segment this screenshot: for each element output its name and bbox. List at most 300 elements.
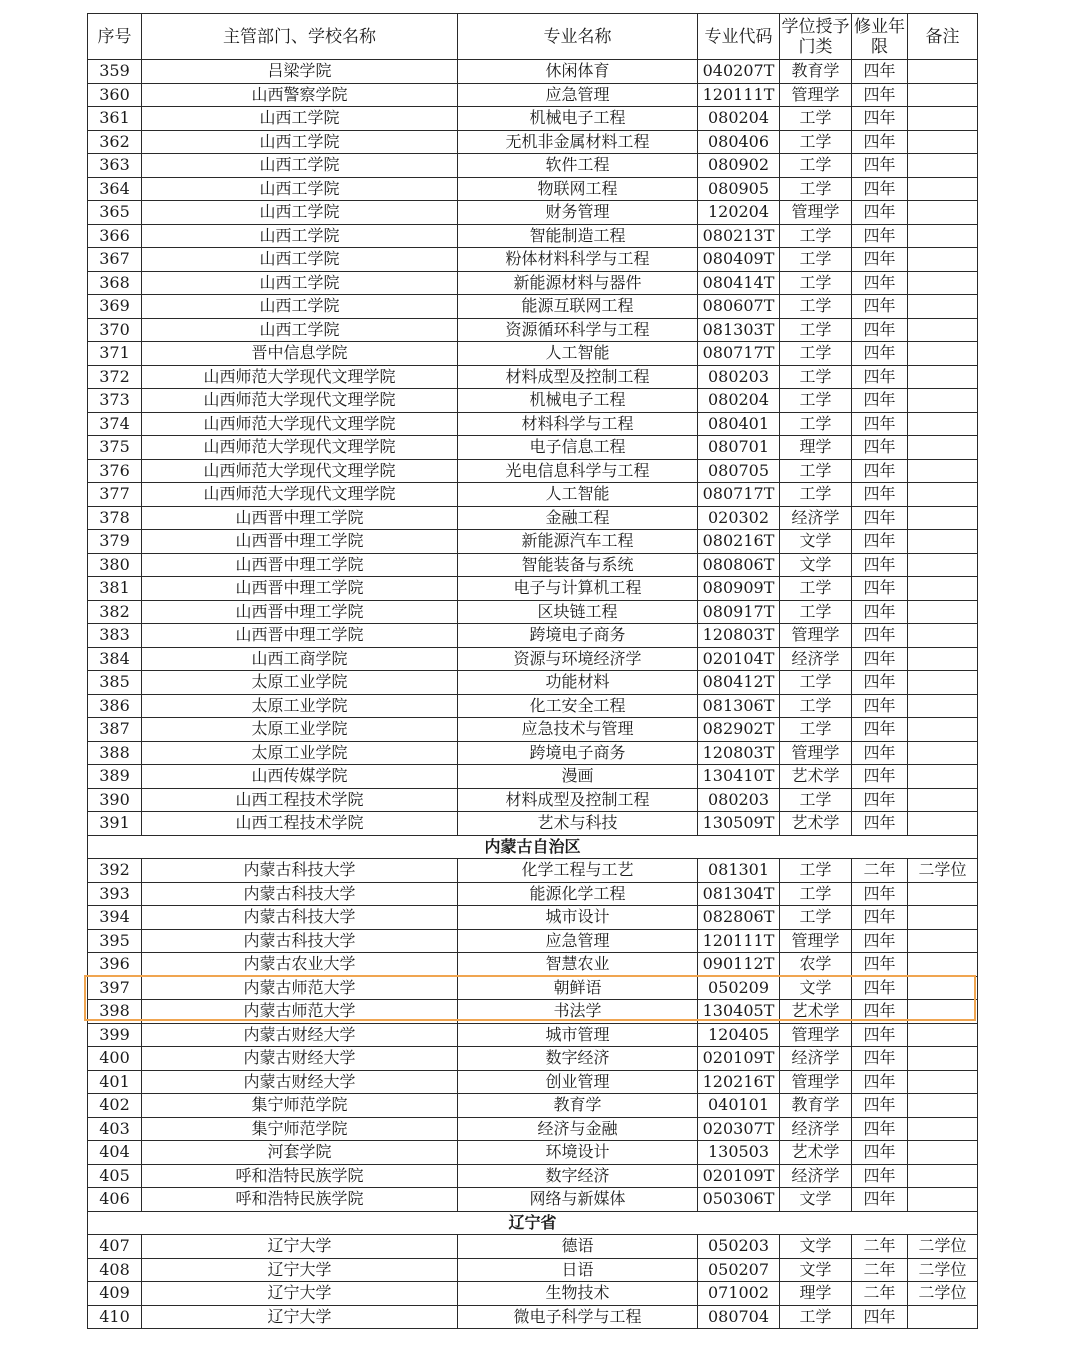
cell-years: 四年 bbox=[852, 1164, 908, 1188]
cell-code: 050203 bbox=[698, 1235, 780, 1259]
cell-years: 二年 bbox=[852, 1258, 908, 1282]
table-row bbox=[88, 976, 978, 1000]
cell-note bbox=[908, 83, 978, 107]
cell-degree: 文学 bbox=[780, 553, 852, 577]
header-seq: 序号 bbox=[88, 14, 142, 60]
cell-major: 朝鲜语 bbox=[458, 976, 698, 1000]
cell-degree: 工学 bbox=[780, 1305, 852, 1329]
cell-major: 智能装备与系统 bbox=[458, 553, 698, 577]
table-row bbox=[88, 624, 978, 648]
cell-degree: 工学 bbox=[780, 342, 852, 366]
cell-degree: 工学 bbox=[780, 694, 852, 718]
cell-note bbox=[908, 365, 978, 389]
cell-years: 二年 bbox=[852, 859, 908, 883]
table-row bbox=[88, 412, 978, 436]
cell-note bbox=[908, 741, 978, 765]
cell-seq: 398 bbox=[88, 1000, 142, 1024]
cell-years: 四年 bbox=[852, 530, 908, 554]
cell-seq: 365 bbox=[88, 201, 142, 225]
table-row bbox=[88, 459, 978, 483]
cell-note bbox=[908, 1000, 978, 1024]
cell-major: 教育学 bbox=[458, 1094, 698, 1118]
cell-years: 四年 bbox=[852, 248, 908, 272]
cell-degree: 文学 bbox=[780, 1188, 852, 1212]
cell-degree: 艺术学 bbox=[780, 765, 852, 789]
cell-degree: 管理学 bbox=[780, 929, 852, 953]
cell-note bbox=[908, 953, 978, 977]
cell-degree: 工学 bbox=[780, 389, 852, 413]
cell-code: 020109T bbox=[698, 1164, 780, 1188]
cell-school: 山西工程技术学院 bbox=[142, 788, 458, 812]
cell-years: 四年 bbox=[852, 201, 908, 225]
cell-note bbox=[908, 389, 978, 413]
cell-years: 四年 bbox=[852, 483, 908, 507]
cell-seq: 389 bbox=[88, 765, 142, 789]
cell-major: 网络与新媒体 bbox=[458, 1188, 698, 1212]
cell-years: 四年 bbox=[852, 365, 908, 389]
cell-school: 山西工学院 bbox=[142, 224, 458, 248]
cell-note bbox=[908, 248, 978, 272]
cell-years: 四年 bbox=[852, 459, 908, 483]
cell-school: 内蒙古农业大学 bbox=[142, 953, 458, 977]
cell-school: 山西师范大学现代文理学院 bbox=[142, 483, 458, 507]
cell-note bbox=[908, 1305, 978, 1329]
cell-degree: 管理学 bbox=[780, 1023, 852, 1047]
cell-code: 080213T bbox=[698, 224, 780, 248]
cell-note bbox=[908, 224, 978, 248]
cell-note bbox=[908, 553, 978, 577]
cell-years: 四年 bbox=[852, 1094, 908, 1118]
cell-degree: 管理学 bbox=[780, 1070, 852, 1094]
cell-school: 内蒙古财经大学 bbox=[142, 1070, 458, 1094]
table-row bbox=[88, 1070, 978, 1094]
cell-major: 材料成型及控制工程 bbox=[458, 788, 698, 812]
header-note: 备注 bbox=[908, 14, 978, 60]
table-row bbox=[88, 577, 978, 601]
cell-note bbox=[908, 624, 978, 648]
cell-school: 内蒙古财经大学 bbox=[142, 1023, 458, 1047]
cell-years: 四年 bbox=[852, 718, 908, 742]
cell-degree: 理学 bbox=[780, 1282, 852, 1306]
table-row bbox=[88, 295, 978, 319]
cell-school: 辽宁大学 bbox=[142, 1282, 458, 1306]
cell-years: 四年 bbox=[852, 647, 908, 671]
cell-years: 四年 bbox=[852, 1188, 908, 1212]
cell-note bbox=[908, 436, 978, 460]
cell-code: 020104T bbox=[698, 647, 780, 671]
cell-note bbox=[908, 906, 978, 930]
cell-seq: 383 bbox=[88, 624, 142, 648]
region-name: 辽宁省 bbox=[88, 1211, 978, 1235]
cell-school: 山西师范大学现代文理学院 bbox=[142, 389, 458, 413]
table-row bbox=[88, 1141, 978, 1165]
cell-seq: 409 bbox=[88, 1282, 142, 1306]
cell-school: 辽宁大学 bbox=[142, 1305, 458, 1329]
cell-major: 应急管理 bbox=[458, 929, 698, 953]
table-row bbox=[88, 318, 978, 342]
cell-note: 二学位 bbox=[908, 1282, 978, 1306]
cell-major: 日语 bbox=[458, 1258, 698, 1282]
cell-seq: 364 bbox=[88, 177, 142, 201]
cell-major: 粉体材料科学与工程 bbox=[458, 248, 698, 272]
cell-degree: 文学 bbox=[780, 530, 852, 554]
table-row bbox=[88, 483, 978, 507]
cell-seq: 400 bbox=[88, 1047, 142, 1071]
cell-major: 创业管理 bbox=[458, 1070, 698, 1094]
cell-note bbox=[908, 577, 978, 601]
cell-major: 资源与环境经济学 bbox=[458, 647, 698, 671]
cell-code: 080905 bbox=[698, 177, 780, 201]
cell-code: 081303T bbox=[698, 318, 780, 342]
table-row bbox=[88, 1023, 978, 1047]
header-major: 专业名称 bbox=[458, 14, 698, 60]
cell-seq: 366 bbox=[88, 224, 142, 248]
cell-years: 四年 bbox=[852, 1141, 908, 1165]
cell-major: 机械电子工程 bbox=[458, 389, 698, 413]
cell-major: 休闲体育 bbox=[458, 60, 698, 84]
cell-major: 化工安全工程 bbox=[458, 694, 698, 718]
cell-code: 130509T bbox=[698, 812, 780, 836]
table-row bbox=[88, 436, 978, 460]
table-row bbox=[88, 1000, 978, 1024]
cell-note bbox=[908, 60, 978, 84]
cell-seq: 381 bbox=[88, 577, 142, 601]
cell-degree: 工学 bbox=[780, 271, 852, 295]
cell-code: 020109T bbox=[698, 1047, 780, 1071]
cell-school: 晋中信息学院 bbox=[142, 342, 458, 366]
cell-years: 四年 bbox=[852, 624, 908, 648]
table-row bbox=[88, 342, 978, 366]
cell-degree: 工学 bbox=[780, 718, 852, 742]
cell-note bbox=[908, 1141, 978, 1165]
cell-years: 四年 bbox=[852, 741, 908, 765]
cell-major: 德语 bbox=[458, 1235, 698, 1259]
cell-school: 呼和浩特民族学院 bbox=[142, 1188, 458, 1212]
cell-code: 080203 bbox=[698, 788, 780, 812]
cell-school: 山西工商学院 bbox=[142, 647, 458, 671]
cell-degree: 艺术学 bbox=[780, 1000, 852, 1024]
cell-school: 内蒙古科技大学 bbox=[142, 882, 458, 906]
cell-major: 跨境电子商务 bbox=[458, 741, 698, 765]
cell-note bbox=[908, 483, 978, 507]
cell-code: 081301 bbox=[698, 859, 780, 883]
cell-seq: 397 bbox=[88, 976, 142, 1000]
cell-degree: 工学 bbox=[780, 906, 852, 930]
cell-code: 080705 bbox=[698, 459, 780, 483]
cell-degree: 工学 bbox=[780, 224, 852, 248]
cell-code: 080203 bbox=[698, 365, 780, 389]
cell-note bbox=[908, 1070, 978, 1094]
cell-degree: 农学 bbox=[780, 953, 852, 977]
cell-school: 内蒙古科技大学 bbox=[142, 859, 458, 883]
table-row bbox=[88, 647, 978, 671]
cell-seq: 376 bbox=[88, 459, 142, 483]
cell-years: 四年 bbox=[852, 671, 908, 695]
cell-major: 应急管理 bbox=[458, 83, 698, 107]
table-row bbox=[88, 906, 978, 930]
cell-seq: 382 bbox=[88, 600, 142, 624]
cell-major: 漫画 bbox=[458, 765, 698, 789]
cell-major: 功能材料 bbox=[458, 671, 698, 695]
cell-seq: 406 bbox=[88, 1188, 142, 1212]
cell-code: 130410T bbox=[698, 765, 780, 789]
cell-seq: 387 bbox=[88, 718, 142, 742]
cell-code: 080216T bbox=[698, 530, 780, 554]
cell-school: 集宁师范学院 bbox=[142, 1094, 458, 1118]
cell-major: 人工智能 bbox=[458, 342, 698, 366]
cell-code: 120111T bbox=[698, 929, 780, 953]
cell-code: 080806T bbox=[698, 553, 780, 577]
cell-note bbox=[908, 295, 978, 319]
table-row bbox=[88, 953, 978, 977]
table-row bbox=[88, 859, 978, 883]
cell-note bbox=[908, 154, 978, 178]
cell-seq: 396 bbox=[88, 953, 142, 977]
cell-seq: 375 bbox=[88, 436, 142, 460]
cell-code: 080409T bbox=[698, 248, 780, 272]
cell-seq: 408 bbox=[88, 1258, 142, 1282]
cell-major: 机械电子工程 bbox=[458, 107, 698, 131]
cell-seq: 393 bbox=[88, 882, 142, 906]
cell-code: 050306T bbox=[698, 1188, 780, 1212]
cell-code: 080701 bbox=[698, 436, 780, 460]
cell-note bbox=[908, 671, 978, 695]
cell-major: 能源化学工程 bbox=[458, 882, 698, 906]
cell-note bbox=[908, 1188, 978, 1212]
cell-degree: 工学 bbox=[780, 295, 852, 319]
cell-seq: 388 bbox=[88, 741, 142, 765]
cell-seq: 399 bbox=[88, 1023, 142, 1047]
cell-note bbox=[908, 694, 978, 718]
table-row bbox=[88, 765, 978, 789]
cell-code: 020307T bbox=[698, 1117, 780, 1141]
cell-years: 二年 bbox=[852, 1282, 908, 1306]
cell-code: 080704 bbox=[698, 1305, 780, 1329]
cell-years: 四年 bbox=[852, 83, 908, 107]
cell-code: 080607T bbox=[698, 295, 780, 319]
table-row bbox=[88, 1282, 978, 1306]
cell-code: 120216T bbox=[698, 1070, 780, 1094]
table-body bbox=[88, 60, 978, 1329]
cell-school: 山西师范大学现代文理学院 bbox=[142, 459, 458, 483]
cell-years: 四年 bbox=[852, 506, 908, 530]
cell-degree: 文学 bbox=[780, 1258, 852, 1282]
cell-degree: 经济学 bbox=[780, 506, 852, 530]
cell-years: 四年 bbox=[852, 577, 908, 601]
cell-code: 130405T bbox=[698, 1000, 780, 1024]
table-row bbox=[88, 107, 978, 131]
cell-degree: 经济学 bbox=[780, 647, 852, 671]
cell-major: 化学工程与工艺 bbox=[458, 859, 698, 883]
cell-major: 光电信息科学与工程 bbox=[458, 459, 698, 483]
cell-degree: 文学 bbox=[780, 1235, 852, 1259]
table-row bbox=[88, 1188, 978, 1212]
cell-seq: 407 bbox=[88, 1235, 142, 1259]
cell-note bbox=[908, 929, 978, 953]
cell-school: 山西警察学院 bbox=[142, 83, 458, 107]
cell-school: 山西晋中理工学院 bbox=[142, 553, 458, 577]
cell-seq: 386 bbox=[88, 694, 142, 718]
cell-seq: 363 bbox=[88, 154, 142, 178]
cell-major: 材料科学与工程 bbox=[458, 412, 698, 436]
cell-school: 山西工学院 bbox=[142, 154, 458, 178]
cell-major: 资源循环科学与工程 bbox=[458, 318, 698, 342]
cell-seq: 402 bbox=[88, 1094, 142, 1118]
cell-note bbox=[908, 130, 978, 154]
region-row bbox=[88, 1211, 978, 1235]
header-row bbox=[88, 14, 978, 60]
cell-degree: 经济学 bbox=[780, 1117, 852, 1141]
cell-note bbox=[908, 600, 978, 624]
cell-years: 四年 bbox=[852, 412, 908, 436]
cell-school: 山西工学院 bbox=[142, 201, 458, 225]
cell-note bbox=[908, 1047, 978, 1071]
cell-degree: 工学 bbox=[780, 318, 852, 342]
cell-degree: 工学 bbox=[780, 365, 852, 389]
cell-seq: 384 bbox=[88, 647, 142, 671]
cell-seq: 404 bbox=[88, 1141, 142, 1165]
cell-school: 山西工学院 bbox=[142, 130, 458, 154]
cell-seq: 362 bbox=[88, 130, 142, 154]
cell-school: 呼和浩特民族学院 bbox=[142, 1164, 458, 1188]
cell-seq: 380 bbox=[88, 553, 142, 577]
cell-major: 金融工程 bbox=[458, 506, 698, 530]
cell-degree: 工学 bbox=[780, 412, 852, 436]
cell-seq: 392 bbox=[88, 859, 142, 883]
cell-school: 山西晋中理工学院 bbox=[142, 530, 458, 554]
cell-school: 内蒙古财经大学 bbox=[142, 1047, 458, 1071]
cell-degree: 工学 bbox=[780, 671, 852, 695]
table-row bbox=[88, 60, 978, 84]
cell-code: 050207 bbox=[698, 1258, 780, 1282]
cell-degree: 管理学 bbox=[780, 201, 852, 225]
cell-major: 材料成型及控制工程 bbox=[458, 365, 698, 389]
table-row bbox=[88, 1117, 978, 1141]
cell-school: 内蒙古科技大学 bbox=[142, 906, 458, 930]
cell-code: 080204 bbox=[698, 389, 780, 413]
cell-code: 080717T bbox=[698, 483, 780, 507]
table-row bbox=[88, 1305, 978, 1329]
cell-school: 山西工学院 bbox=[142, 248, 458, 272]
cell-school: 内蒙古科技大学 bbox=[142, 929, 458, 953]
cell-degree: 教育学 bbox=[780, 1094, 852, 1118]
cell-degree: 经济学 bbox=[780, 1047, 852, 1071]
cell-years: 四年 bbox=[852, 1047, 908, 1071]
cell-seq: 410 bbox=[88, 1305, 142, 1329]
cell-code: 080917T bbox=[698, 600, 780, 624]
cell-school: 辽宁大学 bbox=[142, 1258, 458, 1282]
table-row bbox=[88, 671, 978, 695]
cell-major: 人工智能 bbox=[458, 483, 698, 507]
cell-years: 四年 bbox=[852, 765, 908, 789]
cell-major: 应急技术与管理 bbox=[458, 718, 698, 742]
cell-code: 082902T bbox=[698, 718, 780, 742]
cell-school: 山西传媒学院 bbox=[142, 765, 458, 789]
cell-degree: 工学 bbox=[780, 882, 852, 906]
table-row bbox=[88, 130, 978, 154]
cell-seq: 391 bbox=[88, 812, 142, 836]
cell-school: 山西工学院 bbox=[142, 177, 458, 201]
cell-years: 四年 bbox=[852, 271, 908, 295]
cell-note bbox=[908, 1164, 978, 1188]
header-school: 主管部门、学校名称 bbox=[142, 14, 458, 60]
cell-note bbox=[908, 201, 978, 225]
table-row bbox=[88, 1258, 978, 1282]
cell-major: 电子信息工程 bbox=[458, 436, 698, 460]
table-row bbox=[88, 83, 978, 107]
cell-years: 四年 bbox=[852, 1305, 908, 1329]
cell-major: 生物技术 bbox=[458, 1282, 698, 1306]
cell-code: 080717T bbox=[698, 342, 780, 366]
cell-degree: 工学 bbox=[780, 600, 852, 624]
table-row bbox=[88, 177, 978, 201]
table-row bbox=[88, 929, 978, 953]
cell-note bbox=[908, 506, 978, 530]
cell-degree: 工学 bbox=[780, 154, 852, 178]
cell-code: 080414T bbox=[698, 271, 780, 295]
cell-years: 四年 bbox=[852, 318, 908, 342]
cell-years: 四年 bbox=[852, 295, 908, 319]
cell-seq: 370 bbox=[88, 318, 142, 342]
cell-years: 二年 bbox=[852, 1235, 908, 1259]
cell-code: 080412T bbox=[698, 671, 780, 695]
cell-code: 020302 bbox=[698, 506, 780, 530]
cell-major: 数字经济 bbox=[458, 1164, 698, 1188]
cell-note bbox=[908, 788, 978, 812]
cell-seq: 405 bbox=[88, 1164, 142, 1188]
cell-note bbox=[908, 765, 978, 789]
cell-note: 二学位 bbox=[908, 1258, 978, 1282]
cell-note bbox=[908, 271, 978, 295]
table-row bbox=[88, 224, 978, 248]
cell-years: 四年 bbox=[852, 976, 908, 1000]
cell-code: 040101 bbox=[698, 1094, 780, 1118]
cell-seq: 368 bbox=[88, 271, 142, 295]
cell-seq: 390 bbox=[88, 788, 142, 812]
table-row bbox=[88, 271, 978, 295]
cell-major: 微电子科学与工程 bbox=[458, 1305, 698, 1329]
cell-seq: 403 bbox=[88, 1117, 142, 1141]
cell-school: 山西工学院 bbox=[142, 271, 458, 295]
cell-seq: 377 bbox=[88, 483, 142, 507]
cell-major: 物联网工程 bbox=[458, 177, 698, 201]
table-row bbox=[88, 389, 978, 413]
table-row bbox=[88, 694, 978, 718]
cell-note: 二学位 bbox=[908, 1235, 978, 1259]
cell-code: 120803T bbox=[698, 741, 780, 765]
cell-code: 080902 bbox=[698, 154, 780, 178]
major-table bbox=[87, 13, 978, 1329]
cell-degree: 工学 bbox=[780, 577, 852, 601]
cell-note bbox=[908, 812, 978, 836]
cell-years: 四年 bbox=[852, 812, 908, 836]
cell-major: 无机非金属材料工程 bbox=[458, 130, 698, 154]
cell-major: 能源互联网工程 bbox=[458, 295, 698, 319]
cell-degree: 工学 bbox=[780, 788, 852, 812]
table-row bbox=[88, 201, 978, 225]
header-degree: 学位授予门类 bbox=[780, 14, 852, 60]
cell-seq: 367 bbox=[88, 248, 142, 272]
cell-note bbox=[908, 882, 978, 906]
cell-school: 山西师范大学现代文理学院 bbox=[142, 365, 458, 389]
cell-seq: 371 bbox=[88, 342, 142, 366]
cell-note bbox=[908, 107, 978, 131]
cell-code: 120204 bbox=[698, 201, 780, 225]
cell-note bbox=[908, 530, 978, 554]
cell-major: 经济与金融 bbox=[458, 1117, 698, 1141]
cell-school: 太原工业学院 bbox=[142, 694, 458, 718]
cell-major: 智能制造工程 bbox=[458, 224, 698, 248]
